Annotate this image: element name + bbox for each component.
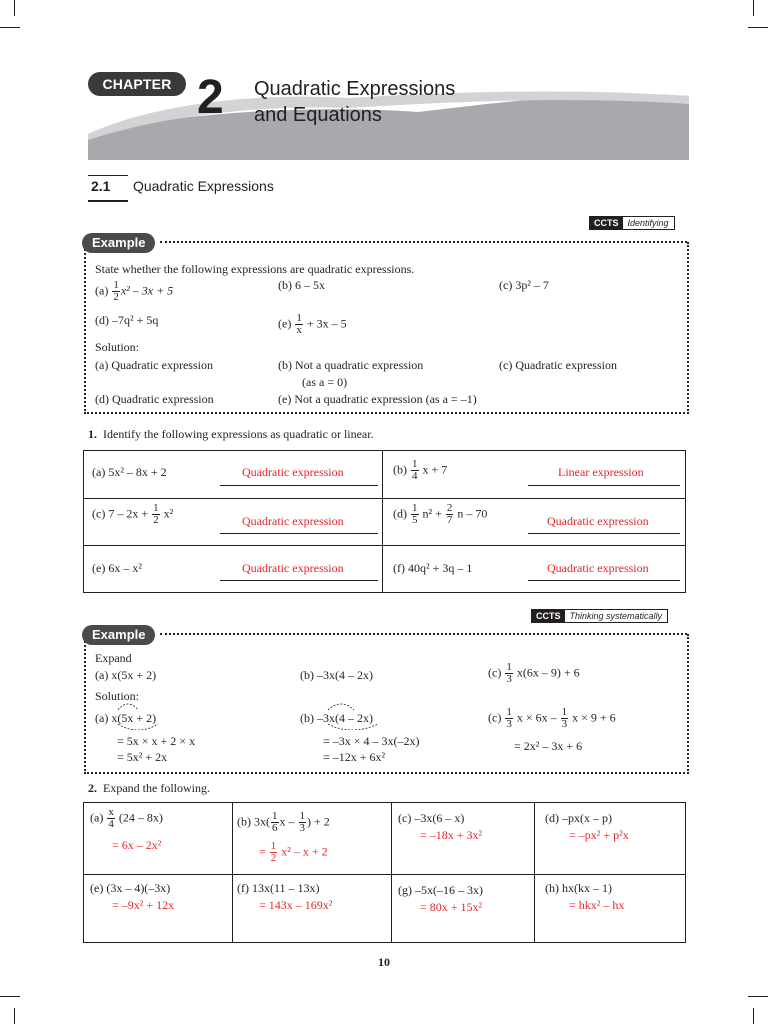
question-1: 1. Identify the following expressions as quadratic or linear. (88, 427, 374, 441)
example2-item-c: (c) $\frac{1}{3}$ x(6x – 9) + 6 (488, 661, 580, 685)
solution-e: (e) Not a quadratic expression (as a = –1) (278, 392, 477, 406)
example2-solution-label: Solution: (95, 689, 140, 703)
q1-answer-a: Quadratic expression (242, 465, 344, 479)
crop-mark (14, 0, 15, 16)
example-item-a: (a) $\frac{1}{2}$ x² – 3x + 5 (95, 279, 174, 303)
q1-answer-c: Quadratic expression (242, 514, 344, 528)
example2-solution-b3: = –12x + 6x² (323, 750, 386, 764)
q1-answer-b: Linear expression (558, 465, 644, 479)
crop-mark (753, 0, 754, 16)
example-item-c: (c) 3p² – 7 (499, 278, 549, 292)
q2-answer-b: = $\frac{1}{2}$ x² – x + 2 (259, 840, 328, 864)
ccts-value: Identifying (627, 218, 669, 228)
q2-item-c: (c) –3x(6 – x) (398, 811, 465, 825)
ccts-key: CCTS (532, 610, 565, 622)
solution-b: (b) Not a quadratic expression (278, 358, 424, 372)
question-1-table (83, 450, 686, 593)
example-label: Example (82, 625, 155, 645)
example2-solution-b2: = –3x × 4 – 3x(–2x) (323, 734, 420, 748)
q2-answer-d: = –px² + p²x (569, 828, 629, 842)
example-item-d: (d) –7q² + 5q (95, 313, 159, 327)
ccts-tag (589, 216, 675, 230)
section-rule-top (88, 175, 128, 176)
q2-item-h: (h) hx(kx – 1) (545, 881, 612, 895)
ccts-tag (531, 609, 668, 623)
answer-line (528, 485, 680, 486)
q1-answer-d: Quadratic expression (547, 514, 649, 528)
ccts-key: CCTS (590, 217, 623, 229)
q1-answer-e: Quadratic expression (242, 561, 344, 575)
solution-label: Solution: (95, 340, 140, 354)
fraction: $\frac{1}{3}$ (506, 661, 512, 685)
example2-solution-c2: = 2x² – 3x + 6 (514, 739, 583, 753)
q2-answer-g: = 80x + 15x² (420, 900, 483, 914)
q1-item-a: (a) 5x² – 8x + 2 (92, 465, 167, 479)
section-rule (88, 200, 128, 202)
answer-line (220, 533, 378, 534)
example-label: Example (82, 233, 155, 253)
q1-item-e: (e) 6x – x² (92, 561, 142, 575)
example2-solution-a2: = 5x × x + 2 × x (117, 734, 196, 748)
answer-line (528, 533, 680, 534)
fraction: $\frac{x}{4}$ (108, 806, 114, 830)
chapter-number: 2 (197, 71, 224, 124)
example-item-b: (b) 6 – 5x (278, 278, 325, 292)
example2-solution-b1: (b) –3x(4 – 2x) (300, 711, 373, 725)
q2-item-d: (d) –px(x – p) (545, 811, 612, 825)
example2-solution-c1: (c) $\frac{1}{3}$ x × 6x – $\frac{1}{3}$ x × 9 + 6 (488, 706, 616, 730)
q2-item-f: (f) 13x(11 – 13x) (237, 881, 320, 895)
section-title: Quadratic Expressions (133, 178, 274, 194)
example2-solution-a1: (a) x(5x + 2) (95, 711, 157, 725)
example2-prompt: Expand (95, 651, 132, 665)
section-number: 2.1 (91, 178, 111, 194)
fraction: $\frac{1}{2}$ (153, 502, 159, 526)
q2-answer-c: = –18x + 3x² (420, 828, 483, 842)
example2-item-a: (a) x(5x + 2) (95, 668, 157, 682)
fraction: $\frac{1}{2}$ (270, 840, 277, 864)
crop-mark (14, 1008, 15, 1024)
q1-item-c: (c) 7 – 2x + $\frac{1}{2}$ x² (92, 502, 174, 526)
example-prompt: State whether the following expressions are quadratic expressions. (95, 262, 415, 276)
fraction: $\frac{1}{x}$ (296, 312, 302, 336)
crop-mark (748, 996, 768, 997)
q1-item-b: (b) $\frac{1}{4}$ x + 7 (393, 458, 448, 482)
fraction: $\frac{1}{3}$ (299, 810, 305, 834)
q1-item-d: (d) $\frac{1}{5}$ n² + $\frac{2}{7}$ n – 70 (393, 502, 488, 526)
q2-item-g: (g) –5x(–16 – 3x) (398, 883, 483, 897)
q2-item-e: (e) (3x – 4)(–3x) (90, 881, 171, 895)
fraction: $\frac{2}{7}$ (446, 502, 453, 526)
crop-mark (748, 27, 768, 28)
chapter-title (254, 76, 455, 128)
question-2-table (83, 802, 686, 943)
crop-mark (0, 27, 20, 28)
fraction: $\frac{1}{5}$ (412, 502, 418, 526)
q2-item-b: (b) 3x( $\frac{1}{6}$ x – $\frac{1}{3}$ ) + 2 (237, 810, 330, 834)
q2-answer-h: = hkx² – hx (569, 898, 625, 912)
q2-answer-f: = 143x – 169x² (259, 898, 333, 912)
solution-c: (c) Quadratic expression (499, 358, 617, 372)
example-item-e: (e) $\frac{1}{x}$ + 3x – 5 (278, 312, 347, 336)
q1-item-f: (f) 40q² + 3q – 1 (393, 561, 473, 575)
answer-line (528, 580, 680, 581)
fraction: $\frac{1}{4}$ (412, 458, 418, 482)
solution-b-note: (as a = 0) (302, 375, 348, 389)
chapter-title-line1: Quadratic Expressions (254, 78, 456, 100)
fraction: $\frac{1}{6}$ (272, 810, 278, 834)
q2-answer-a: = 6x – 2x² (112, 838, 162, 852)
solution-a: (a) Quadratic expression (95, 358, 213, 372)
chapter-label: CHAPTER (88, 72, 186, 96)
q1-answer-f: Quadratic expression (547, 561, 649, 575)
ccts-value: Thinking systematically (569, 611, 663, 621)
q2-answer-e: = –9x² + 12x (112, 898, 175, 912)
fraction: $\frac{1}{3}$ (506, 706, 512, 730)
example2-solution-a3: = 5x² + 2x (117, 750, 168, 764)
answer-line (220, 485, 378, 486)
crop-mark (0, 996, 20, 997)
crop-mark (753, 1008, 754, 1024)
q2-item-a: (a) $\frac{x}{4}$ (24 – 8x) (90, 806, 163, 830)
answer-line (220, 580, 378, 581)
page-number: 10 (378, 955, 390, 969)
question-2: 2. Expand the following. (88, 781, 210, 795)
chapter-title-line2: and Equations (254, 104, 382, 126)
fraction: $\frac{1}{3}$ (561, 706, 568, 730)
example2-item-b: (b) –3x(4 – 2x) (300, 668, 373, 682)
fraction: $\frac{1}{2}$ (113, 279, 119, 303)
solution-d: (d) Quadratic expression (95, 392, 214, 406)
